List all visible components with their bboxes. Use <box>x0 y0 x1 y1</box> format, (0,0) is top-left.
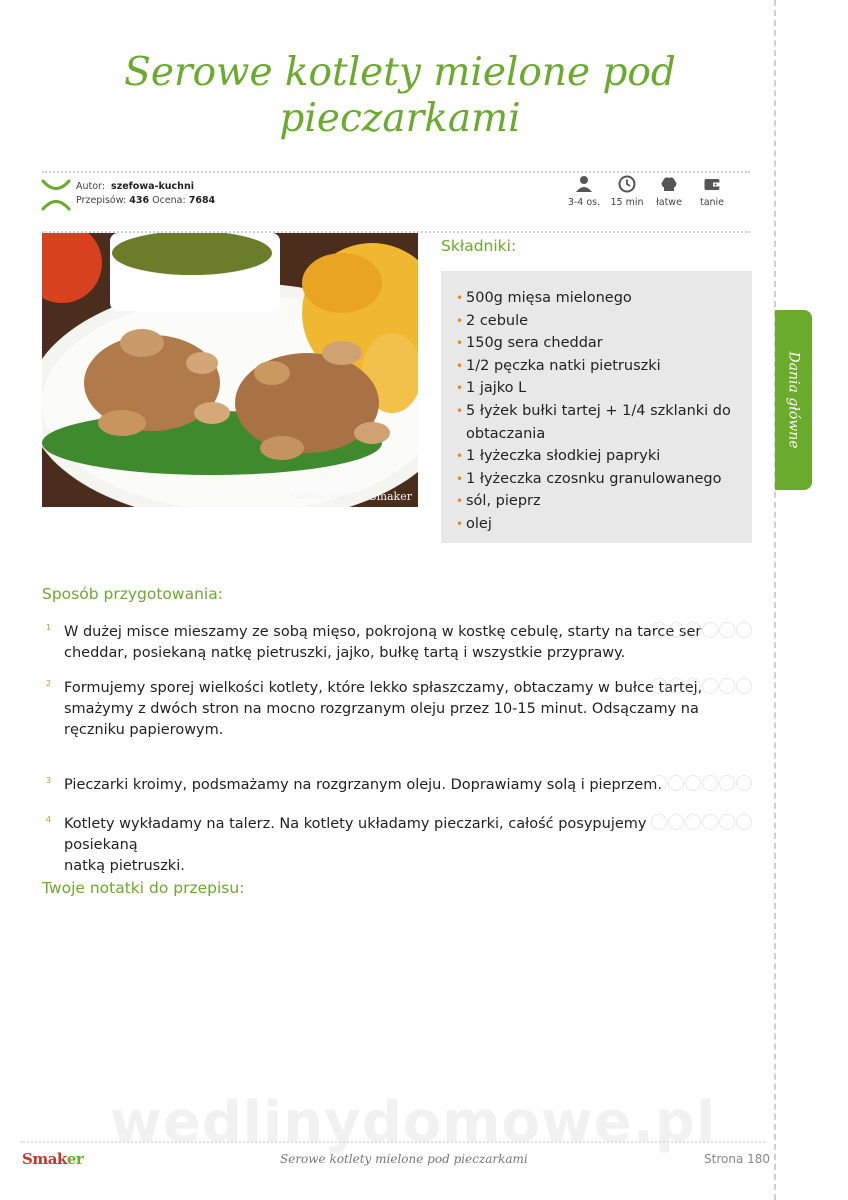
recipe-title-line1: Serowe kotlety mielone pod <box>124 50 676 95</box>
author-stats <box>76 194 215 208</box>
footer-brand-logo <box>22 1150 83 1168</box>
step-text <box>64 775 722 796</box>
brand-part2: er <box>66 1150 84 1168</box>
difficulty-value: łatwe <box>656 197 682 208</box>
time-value: 15 min <box>610 197 644 208</box>
ingredient-item: • sól, pieprz <box>456 490 742 513</box>
step-number: 2 <box>46 679 52 688</box>
watermark: wedlinydomowe.pl <box>110 1090 717 1155</box>
recipes-label: Przepisów: <box>76 195 127 206</box>
ingredients-list <box>441 271 752 536</box>
step-line: smażymy z dwóch stron na mocno rozgrzanym oleju przez 10-15 minut. Odsączamy na <box>64 701 699 717</box>
cut-line-divider <box>774 0 776 1200</box>
photo-credit-brand: Smaker <box>369 490 412 503</box>
photo-credit-user: szefowa kuchni <box>291 491 360 502</box>
dish-image <box>42 233 418 507</box>
ingredient-item: • olej <box>456 513 742 536</box>
ingredients-title: Składniki: <box>441 237 517 255</box>
step-line: natką pietruszki. <box>64 858 185 874</box>
step-line: Pieczarki kroimy, podsmażamy na rozgrzanym oleju. Doprawiamy solą i pieprzem. <box>64 777 662 793</box>
author-label: Autor: <box>76 181 105 192</box>
notes-title: Twoje notatki do przepisu: <box>42 879 245 897</box>
footer-recipe-title: Serowe kotlety mielone pod pieczarkami <box>280 1152 528 1166</box>
recipe-title-line2: pieczarkami <box>279 96 521 141</box>
author-name[interactable]: szefowa-kuchni <box>111 181 194 192</box>
step-line: W dużej misce mieszamy ze sobą mięso, pokrojoną w kostkę cebulę, starty na tarce ser <box>64 624 702 640</box>
decorative-circles <box>651 814 752 830</box>
category-tab-label-wrap <box>775 310 812 490</box>
preparation-title: Sposób przygotowania: <box>42 585 223 603</box>
step-text <box>64 678 722 741</box>
wallet-icon <box>703 175 721 193</box>
step-number: 3 <box>46 776 52 785</box>
ingredients-box <box>441 271 752 543</box>
step-line: cheddar, posiekaną natkę pietruszki, jajko, bułkę tartą i wszystkie przyprawy. <box>64 645 626 661</box>
preparation-step <box>42 622 752 664</box>
ingredient-item: • 1/2 pęczka natki pietruszki <box>456 355 742 378</box>
ingredient-item: • 150g sera cheddar <box>456 332 742 355</box>
header-divider-top <box>42 171 750 173</box>
cost-value: tanie <box>699 197 725 208</box>
ingredient-item: • 5 łyżek bułki tartej + 1/4 szklanki do obtaczania <box>456 400 742 445</box>
step-number: 4 <box>46 815 52 824</box>
step-line: ręczniku papierowym. <box>64 722 224 738</box>
ingredient-item: • 500g mięsa mielonego <box>456 287 742 310</box>
step-number: 1 <box>46 623 52 632</box>
author-info <box>76 180 215 208</box>
page-number: Strona 180 <box>704 1152 771 1166</box>
rating-label: Ocena: <box>152 195 186 206</box>
step-text <box>64 622 722 664</box>
ingredient-item: • 1 łyżeczka czosnku granulowanego <box>456 468 742 491</box>
meta-time <box>605 175 649 208</box>
ingredient-item: • 1 jajko L <box>456 377 742 400</box>
preparation-step <box>42 678 752 741</box>
chef-hat-icon <box>659 175 679 193</box>
brand-part1: Smak <box>22 1150 67 1168</box>
footer-divider <box>20 1141 765 1143</box>
person-icon <box>575 175 593 193</box>
author-line <box>76 180 215 194</box>
ingredient-item: • 1 łyżeczka słodkiej papryki <box>456 445 742 468</box>
decorative-circles <box>651 678 752 694</box>
preparation-step <box>42 814 752 877</box>
recipes-count: 436 <box>129 195 150 206</box>
decorative-circles <box>651 775 752 791</box>
rating-value: 7684 <box>188 195 216 206</box>
step-text <box>64 814 722 877</box>
meta-servings <box>562 175 606 208</box>
step-line: Kotlety wykładamy na talerz. Na kotlety układamy pieczarki, całość posypujemy posiekaną <box>64 816 647 853</box>
ingredient-item: • 2 cebule <box>456 310 742 333</box>
meta-cost <box>690 175 734 208</box>
smaker-logo-icon <box>40 178 72 212</box>
decorative-circles <box>651 622 752 638</box>
category-tab-label: Dania główne <box>785 351 802 449</box>
recipe-photo <box>42 233 418 507</box>
meta-difficulty <box>647 175 691 208</box>
clock-icon <box>618 175 636 193</box>
preparation-step <box>42 775 752 796</box>
recipe-title <box>60 50 740 142</box>
servings-value: 3-4 os. <box>567 197 601 208</box>
photo-credit: szefowa kuchni | Smaker <box>291 490 412 503</box>
step-line: Formujemy sporej wielkości kotlety, które lekko spłaszczamy, obtaczamy w bułce tartej, <box>64 680 703 696</box>
